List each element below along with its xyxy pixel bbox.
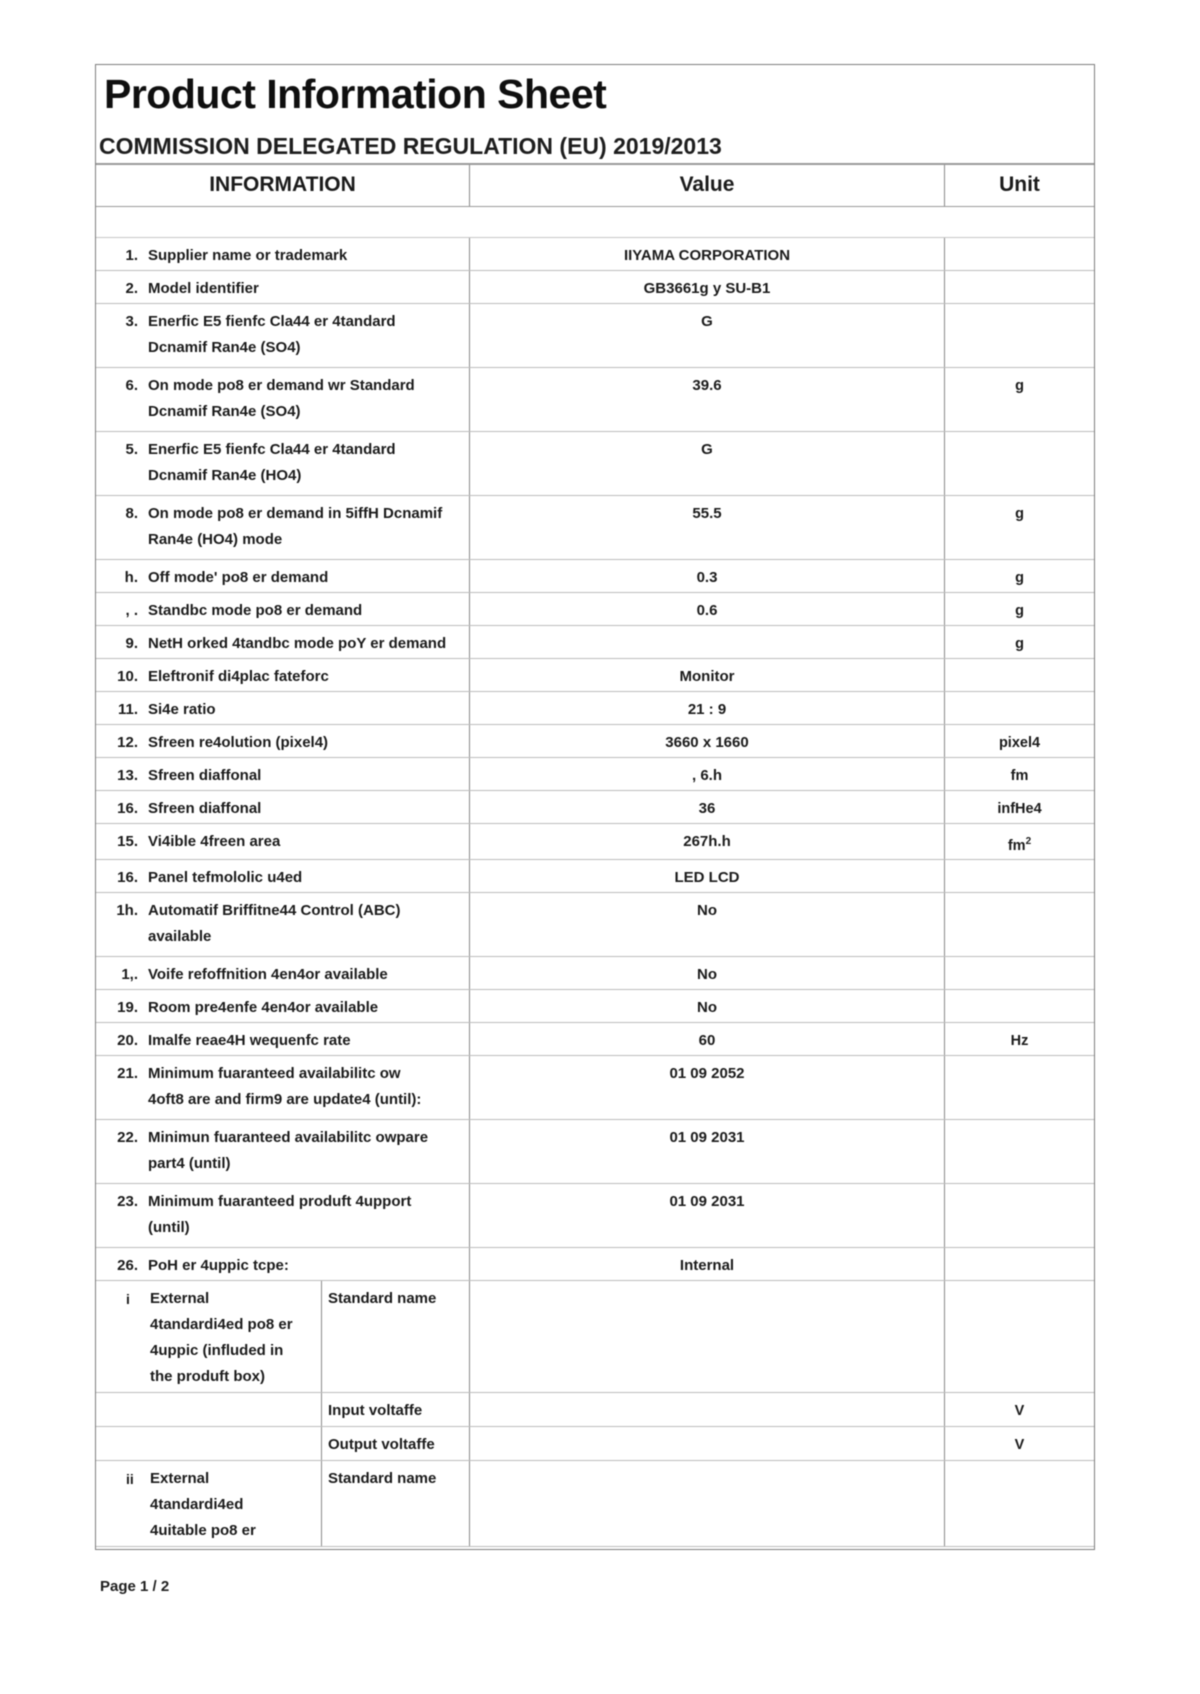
value-cell: Internal <box>469 1248 944 1280</box>
unit-cell: $fm^2$ <box>944 824 1094 859</box>
label-line: Voife refoffnition 4en4or available <box>148 965 388 983</box>
row-number: 16. <box>117 800 138 817</box>
row-label <box>148 631 446 658</box>
unit-cell: pixel4 <box>944 725 1094 757</box>
label-line: Standbc mode po8 er demand <box>148 602 363 619</box>
unit-cell: V <box>944 1393 1094 1426</box>
unit-cell: infHe4 <box>944 791 1094 823</box>
table-row <box>96 692 1094 725</box>
unit-cell <box>944 860 1094 892</box>
table-row <box>96 1248 1094 1281</box>
value-cell: 0.3 <box>469 560 944 592</box>
label-line: Dcnamif Ran4e (SO4) <box>148 403 301 420</box>
row-number: 16. <box>117 868 138 886</box>
label-line: Supplier name or trademark <box>148 247 348 264</box>
table-header-row <box>96 163 1094 207</box>
label-line: Vi4ible 4freen area <box>148 833 281 850</box>
unit-cell: g <box>944 626 1094 658</box>
supply-type-cell <box>96 1461 321 1546</box>
page-footer: Page 1 / 2 <box>100 1578 170 1595</box>
value-cell: No <box>469 893 944 956</box>
info-cell <box>96 432 469 495</box>
row-label <box>148 962 388 989</box>
unit-cell: g <box>944 368 1094 431</box>
label-line: 4uitable po8 er <box>150 1521 256 1539</box>
label-line: On mode po8 er demand in 5iffH Dcnamif <box>148 505 443 522</box>
supply-type-label <box>150 1286 293 1392</box>
row-number: 8. <box>125 505 138 522</box>
info-cell <box>96 791 469 823</box>
table-row <box>96 725 1094 758</box>
unit-cell <box>944 893 1094 956</box>
value-cell: , 6.h <box>469 758 944 790</box>
row-number: h. <box>124 569 138 586</box>
label-line: available <box>148 927 212 945</box>
unit-cell <box>944 271 1094 303</box>
info-cell <box>96 692 469 724</box>
value-cell: Monitor <box>469 659 944 691</box>
label-line: Panel tefmololic u4ed <box>148 868 303 886</box>
value-cell <box>469 1461 944 1546</box>
row-label <box>148 829 280 859</box>
value-cell: 39.6 <box>469 368 944 431</box>
power-supply-subrow <box>96 1281 1094 1393</box>
row-number: 12. <box>117 734 138 751</box>
row-number: 21. <box>117 1064 138 1082</box>
row-label <box>148 1028 351 1055</box>
label-line: Automatif Briffitne44 Control (ABC) <box>148 901 401 919</box>
value-cell: 0.6 <box>469 593 944 625</box>
row-label <box>148 664 329 691</box>
row-label <box>148 373 415 431</box>
unit-superscript: 2 <box>1025 836 1032 847</box>
info-cell <box>96 271 469 303</box>
label-line: Minimum fuaranteed availabilitc ow <box>148 1064 401 1082</box>
label-line: Dcnamif Ran4e (HO4) <box>148 467 302 484</box>
info-table <box>96 238 1094 1547</box>
label-line: Enerfic E5 fienfc Cla44 er 4tandard <box>148 313 396 330</box>
table-row <box>96 432 1094 496</box>
subrow-marker <box>126 1432 140 1460</box>
label-line: (until) <box>148 1218 190 1236</box>
value-cell: 55.5 <box>469 496 944 559</box>
row-number: 13. <box>117 767 138 784</box>
value-cell <box>469 1427 944 1460</box>
table-row <box>96 238 1094 271</box>
row-number: 11. <box>117 701 138 718</box>
power-supply-subrow <box>96 1461 1094 1547</box>
label-line: External <box>150 1469 210 1487</box>
unit-cell: g <box>944 560 1094 592</box>
product-information-sheet <box>95 64 1095 1550</box>
info-cell <box>96 758 469 790</box>
row-number: 20. <box>117 1031 138 1049</box>
value-cell: G <box>469 432 944 495</box>
row-label <box>148 898 400 956</box>
label-line: Ran4e (HO4) mode <box>148 531 283 548</box>
label-line: PoH er 4uppic tcpe: <box>148 1256 289 1274</box>
row-number: 2. <box>125 280 138 297</box>
row-label <box>148 1253 289 1280</box>
label-line: Model identifier <box>148 280 259 297</box>
info-cell <box>96 893 469 956</box>
value-cell: G <box>469 304 944 367</box>
power-supply-subrow <box>96 1393 1094 1427</box>
unit-cell <box>944 304 1094 367</box>
table-row <box>96 990 1094 1023</box>
table-row <box>96 791 1094 824</box>
table-row <box>96 560 1094 593</box>
header-unit: Unit <box>944 165 1094 206</box>
row-label <box>148 309 396 367</box>
value-cell: 36 <box>469 791 944 823</box>
label-line: Dcnamif Ran4e (SO4) <box>148 339 301 356</box>
info-cell <box>96 304 469 367</box>
value-cell: No <box>469 990 944 1022</box>
row-label <box>148 763 261 790</box>
info-cell <box>96 990 469 1022</box>
unit-cell <box>944 1461 1094 1546</box>
unit-cell <box>944 1120 1094 1183</box>
label-line: Si4e ratio <box>148 701 216 718</box>
table-row <box>96 1023 1094 1056</box>
table-row <box>96 1120 1094 1184</box>
value-cell: 01 09 2031 <box>469 1120 944 1183</box>
table-row <box>96 593 1094 626</box>
supply-field-cell: Standard name <box>321 1281 469 1392</box>
header-information: INFORMATION <box>209 173 356 196</box>
label-line: Sfreen re4olution (pixel4) <box>148 734 329 751</box>
unit-cell <box>944 238 1094 270</box>
row-label <box>148 276 259 303</box>
table-row <box>96 659 1094 692</box>
row-number: 15. <box>117 833 138 850</box>
unit-cell <box>944 957 1094 989</box>
row-number: 10. <box>117 668 138 685</box>
label-line: Room pre4enfe 4en4or available <box>148 998 379 1016</box>
value-cell <box>469 1281 944 1392</box>
label-line: Imalfe reae4H wequenfc rate <box>148 1031 351 1049</box>
label-line: Minimum fuaranteed produft 4upport <box>148 1192 412 1210</box>
value-cell: 3660 x 1660 <box>469 725 944 757</box>
value-cell: No <box>469 957 944 989</box>
info-cell <box>96 725 469 757</box>
info-cell <box>96 1120 469 1183</box>
table-row <box>96 957 1094 990</box>
header-gap-row <box>96 207 1094 238</box>
label-line: 4uppic (influded in <box>150 1341 284 1359</box>
subrow-marker: ii <box>126 1470 134 1487</box>
value-cell: 60 <box>469 1023 944 1055</box>
label-line: part4 (until) <box>148 1154 231 1172</box>
supply-field-cell: Output voltaffe <box>321 1427 469 1460</box>
regulation-subtitle: COMMISSION DELEGATED REGULATION (EU) 2019/2013 <box>99 133 722 159</box>
row-number: 6. <box>125 377 138 394</box>
supply-type-label <box>150 1466 256 1546</box>
row-label <box>148 730 328 757</box>
info-cell <box>96 1184 469 1247</box>
unit-cell <box>944 1056 1094 1119</box>
unit-cell <box>944 990 1094 1022</box>
row-number: 23. <box>117 1192 138 1210</box>
info-cell <box>96 593 469 625</box>
row-number: 9. <box>125 635 138 652</box>
table-row <box>96 1056 1094 1120</box>
unit-cell: g <box>944 593 1094 625</box>
table-row <box>96 824 1094 860</box>
label-line: Off mode' po8 er demand <box>148 569 329 586</box>
info-cell <box>96 1248 469 1280</box>
row-label <box>148 697 216 724</box>
label-line: 4tandardi4ed <box>150 1495 244 1513</box>
header-value: Value <box>469 165 944 206</box>
row-number: 1,. <box>121 965 138 983</box>
info-cell <box>96 957 469 989</box>
label-line: Minimun fuaranteed availabilitc owpare <box>148 1128 429 1146</box>
row-label <box>148 1125 428 1183</box>
label-line: On mode po8 er demand wr Standard <box>148 377 415 394</box>
unit-cell: g <box>944 496 1094 559</box>
table-row <box>96 1184 1094 1248</box>
supply-type-cell <box>96 1281 321 1392</box>
row-label <box>148 598 362 625</box>
subrow-marker: i <box>126 1290 130 1307</box>
unit-cell <box>944 1281 1094 1392</box>
page-title: Product Information Sheet <box>104 71 607 117</box>
row-label <box>148 501 442 559</box>
row-number: 3. <box>125 313 138 330</box>
row-number: , . <box>125 602 138 619</box>
unit-cell <box>944 432 1094 495</box>
value-cell <box>469 626 944 658</box>
row-number: 1. <box>125 247 138 264</box>
value-cell: IIYAMA CORPORATION <box>469 238 944 270</box>
row-label <box>148 1189 411 1247</box>
label-line: Sfreen diaffonal <box>148 800 262 817</box>
row-label <box>148 796 261 823</box>
table-row <box>96 271 1094 304</box>
info-cell <box>96 659 469 691</box>
info-cell <box>96 560 469 592</box>
supply-field-cell: Standard name <box>321 1461 469 1546</box>
info-cell <box>96 626 469 658</box>
supply-type-cell <box>96 1427 321 1460</box>
label-line: NetH orked 4tandbc mode poY er demand <box>148 635 447 652</box>
row-label <box>148 995 378 1022</box>
row-number: 22. <box>117 1128 138 1146</box>
unit-cell <box>944 1184 1094 1247</box>
table-row <box>96 758 1094 791</box>
value-cell: GB3661g y SU-B1 <box>469 271 944 303</box>
row-label <box>148 243 347 270</box>
info-cell <box>96 238 469 270</box>
unit-cell: fm <box>944 758 1094 790</box>
value-cell: 01 09 2031 <box>469 1184 944 1247</box>
info-cell <box>96 496 469 559</box>
value-cell: 21 : 9 <box>469 692 944 724</box>
table-row <box>96 496 1094 560</box>
info-cell <box>96 1023 469 1055</box>
unit-cell <box>944 692 1094 724</box>
row-label <box>148 1061 421 1119</box>
row-label <box>148 865 302 892</box>
row-label <box>148 565 328 592</box>
value-cell <box>469 1393 944 1426</box>
unit-cell <box>944 1248 1094 1280</box>
info-cell <box>96 1056 469 1119</box>
row-number: 26. <box>117 1256 138 1274</box>
row-number: 1h. <box>116 901 138 919</box>
info-cell <box>96 368 469 431</box>
table-row <box>96 860 1094 893</box>
label-line: the produft box) <box>150 1367 265 1385</box>
label-line: 4tandardi4ed po8 er <box>150 1315 293 1333</box>
value-cell: LED LCD <box>469 860 944 892</box>
row-label <box>148 437 396 495</box>
subrow-marker <box>126 1398 140 1426</box>
unit-cell: Hz <box>944 1023 1094 1055</box>
table-row <box>96 368 1094 432</box>
value-cell: 267h.h <box>469 824 944 859</box>
label-line: Eleftronif di4plac fateforc <box>148 668 329 685</box>
row-number: 5. <box>125 441 138 458</box>
unit-cell <box>944 659 1094 691</box>
value-cell: 01 09 2052 <box>469 1056 944 1119</box>
info-cell <box>96 860 469 892</box>
table-row <box>96 626 1094 659</box>
row-number: 19. <box>117 998 138 1016</box>
supply-field-cell: Input voltaffe <box>321 1393 469 1426</box>
label-line: External <box>150 1289 210 1307</box>
label-line: Sfreen diaffonal <box>148 767 262 784</box>
supply-type-cell <box>96 1393 321 1426</box>
table-row <box>96 304 1094 368</box>
label-line: 4oft8 are and firm9 are update4 (until): <box>148 1090 422 1108</box>
power-supply-subrow <box>96 1427 1094 1461</box>
info-cell <box>96 824 469 859</box>
table-row <box>96 893 1094 957</box>
label-line: Enerfic E5 fienfc Cla44 er 4tandard <box>148 441 396 458</box>
unit-cell: V <box>944 1427 1094 1460</box>
